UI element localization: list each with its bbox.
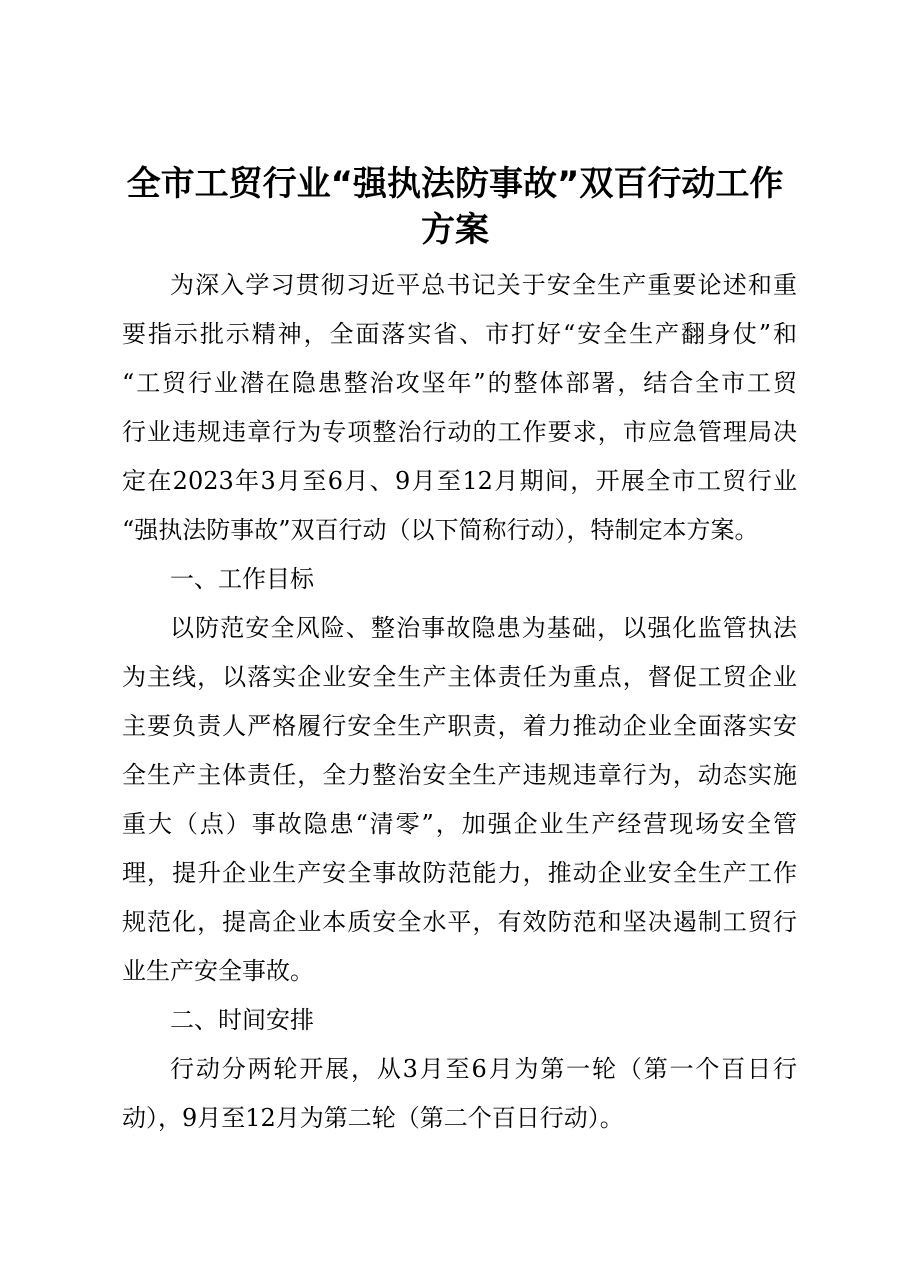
- paragraph-2-line-8: 业生产安全事故。: [122, 957, 314, 985]
- paragraph-2-line-7: 规范化，提高企业本质安全水平，有效防范和坚决遏制工贸行: [122, 908, 797, 936]
- paragraph-2-line-3: 主要负责人严格履行安全生产职责，着力推动企业全面落实安: [122, 712, 797, 740]
- paragraph-2-line-4: 全生产主体责任，全力整治安全生产违规违章行为，动态实施: [122, 761, 797, 789]
- section-heading-work-goals: 一、工作目标: [170, 565, 314, 593]
- paragraph-1-line-5: 定在2023年3月至6月、9月至12月期间，开展全市工贸行业: [122, 467, 797, 495]
- paragraph-1-line-4: 行业违规违章行为专项整治行动的工作要求，市应急管理局决: [122, 418, 797, 446]
- paragraph-2-line-5: 重大（点）事故隐患“清零”，加强企业生产经营现场安全管: [122, 810, 797, 838]
- document-title-line-2: 方案: [421, 210, 489, 250]
- paragraph-1-line-6: “强执法防事故”双百行动（以下简称行动），特制定本方案。: [122, 516, 759, 544]
- paragraph-2-line-6: 理，提升企业生产安全事故防范能力，推动企业安全生产工作: [122, 859, 797, 887]
- paragraph-3-line-2: 动），9月至12月为第二轮（第二个百日行动）。: [122, 1104, 624, 1132]
- paragraph-2-line-1: 以防范安全风险、整治事故隐患为基础，以强化监管执法: [170, 614, 797, 642]
- section-heading-schedule: 二、时间安排: [170, 1006, 314, 1034]
- paragraph-1-line-1: 为深入学习贯彻习近平总书记关于安全生产重要论述和重: [170, 271, 797, 299]
- document-title-line-1: 全市工贸行业“强执法防事故”双百行动工作: [126, 164, 784, 204]
- paragraph-2-line-2: 为主线，以落实企业安全生产主体责任为重点，督促工贸企业: [122, 663, 797, 691]
- paragraph-1-line-3: “工贸行业潜在隐患整治攻坚年”的整体部署，结合全市工贸: [122, 369, 797, 397]
- paragraph-1-line-2: 要指示批示精神，全面落实省、市打好“安全生产翻身仗”和: [122, 320, 797, 348]
- paragraph-3-line-1: 行动分两轮开展，从3月至6月为第一轮（第一个百日行: [170, 1055, 797, 1083]
